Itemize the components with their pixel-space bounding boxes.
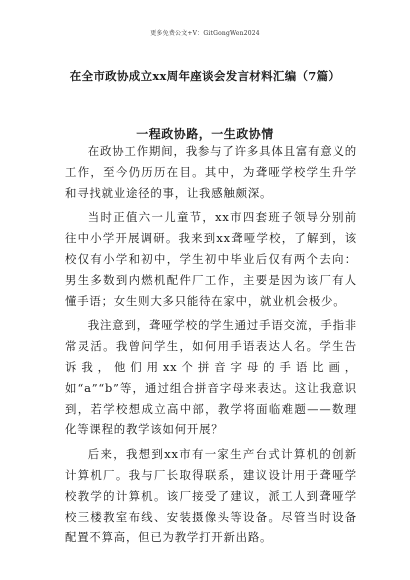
header-note: 更多免费公文+V：GitGongWen2024: [150, 30, 260, 37]
body-paragraph: 在政协工作期间，我参与了许多具体且富有意义的工作，至今仍历历在目。其中，为聋哑学校学生升学和寻找就业途径的事，让我感触颇深。: [65, 144, 357, 200]
body-paragraph: 后来，我想到xx市有一家生产台式计算机的创新计算机厂。我与厂长取得联系，建议设计用于聋哑学校教学的计算机。该厂接受了建议，派工人到聋哑学校三楼教室布线、安装摄像头等设备。尽管当时设备配置不算高，但已为教学打开新出路。: [65, 447, 357, 545]
section-title: 一程政协路，一生政协情: [136, 127, 274, 141]
body-paragraph: 当时正值六一儿童节，xx市四套班子领导分别前往中小学开展调研。我来到xx聋哑学校，了解到，该校仅有小学和初中，学生初中毕业后仅有两个去向：男生多数到内燃机配件厂工作，主要是因为该厂有人懂手语；女生则大多只能待在家中，就业机会极少。: [65, 210, 357, 308]
document-title: 在全市政协成立xx周年座谈会发言材料汇编（7篇）: [69, 69, 341, 83]
body-paragraph: 我注意到，聋哑学校的学生通过手语交流，手指非常灵活。我曾问学生，如何用手语表达人名。学生告诉我，他们用xx个拼音字母的手语比画，如“a”“b”等，通过组合拼音字母来表达。这让我意识到，若学校想成立高中部，教学将面临难题——数理化等课程的教学该如何开展？: [65, 318, 357, 437]
document-body: [65, 141, 357, 552]
